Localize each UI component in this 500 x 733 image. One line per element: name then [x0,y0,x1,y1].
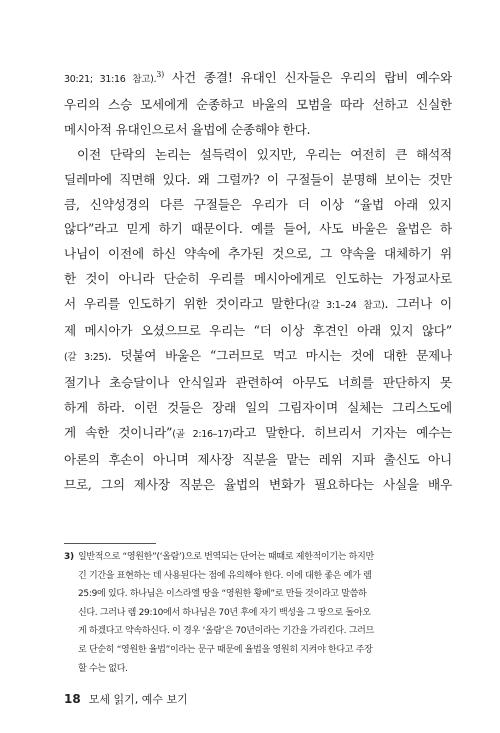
text-line: 메시아적 유대인으로서 율법에 순종해야 한다. [64,121,311,137]
text-line: 제 메시아가 오셨으므로 우리는 “더 이상 후견인 아래 있지 않다” [64,323,452,339]
page-number: 18 [64,692,81,706]
text-line: 한 것이 아니라 단순히 우리를 메시아에게로 인도하는 가정교사로 [64,271,452,287]
scripture-reference: (갈 3:1–24 참고) [307,300,385,312]
page-footer [64,691,188,707]
scripture-reference: 30:21; 31:16 참고). [64,74,157,85]
footnote-line: 할 수는 없다. [78,663,128,674]
scripture-reference: (갈 3:25) [64,351,108,363]
footnote-divider [64,543,156,544]
book-title: 모세 읽기, 예수 보기 [88,693,188,706]
footnote-line: 긴 기간을 표현하는 데 사용된다는 점에 유의해야 한다. 이에 대한 좋은 예가 렘 [78,570,372,581]
footnote-number: 3) [64,552,74,562]
text-line: 므로, 그의 제사장 직분은 율법의 변화가 필요하다는 사실을 배우 [64,476,452,492]
text-line: 게 속한 것이니라”(골 2:16–17)라고 말한다. 히브리서 기자는 예수는 [64,424,452,440]
footnote-marker[interactable]: 3) [156,69,165,79]
text-line: 서 우리를 인도하기 위한 것이라고 말한다(갈 3:1–24 참고). 그러나 이 [64,296,452,312]
footnote [64,548,454,678]
footnote-line: 3) 일반적으로 “영원한”(‘올람’)으로 번역되는 단어는 때때로 제한적이기는 하지만 [64,548,454,567]
text-line: 이전 단락의 논리는 설득력이 있지만, 우리는 여전히 큰 해석적 [77,146,452,162]
footnote-line: 로 단순히 “영원한 율법”이라는 문구 때문에 율법을 영원히 지켜야 한다고 주장 [78,644,373,655]
text-line: 않다”라고 믿게 하기 때문이다. 예를 들어, 사도 바울은 율법은 하 [64,221,452,237]
text-line: 딜레마에 직면해 있다. 왜 그럴까? 이 구절들이 분명해 보이는 것만 [64,171,452,187]
main-text [64,66,452,497]
footnote-line: 25:9에 있다. 하나님은 이스라엘 땅을 “영원한 황폐”로 만들 것이라고 말씀하 [78,589,367,600]
text-line: (갈 3:25). 덧붙여 바울은 “그러므로 먹고 마시는 것에 대한 문제나 [64,347,452,363]
footnote-line: 게 하겠다고 약속하신다. 이 경우 ‘올람’은 70년이라는 기간을 가리킨다. 그러므 [78,626,374,637]
text-line: 30:21; 31:16 참고).$^{3)}$ 사건 종결! 유대인 신자들은 우리의 랍비 예수와 [64,69,452,85]
text-line: 나님이 이전에 하신 약속에 추가된 것으로, 그 약속을 대체하기 위 [64,246,452,262]
text-line: 우리의 스승 모세에게 순종하고 바울의 모범을 따라 선하고 신실한 [64,96,452,112]
scripture-reference: (골 2:16–17) [172,428,233,440]
text-line: 아론의 후손이 아니며 제사장 직분을 맡는 레위 지파 출신도 아니 [64,451,452,467]
text-line: 하게 하라. 이런 것들은 장래 일의 그림자이며 실체는 그리스도에 [64,399,452,415]
footnote-line: 신다. 그러나 렘 29:10에서 하나님은 70년 후에 자기 백성을 그 땅으로 돌아오 [78,607,371,618]
text-line: 절기나 초승달이나 안식일과 관련하여 아무도 너희를 판단하지 못 [64,374,452,390]
text-line: 큼, 신약성경의 다른 구절들은 우리가 더 이상 “율법 아래 있지 [64,196,452,212]
